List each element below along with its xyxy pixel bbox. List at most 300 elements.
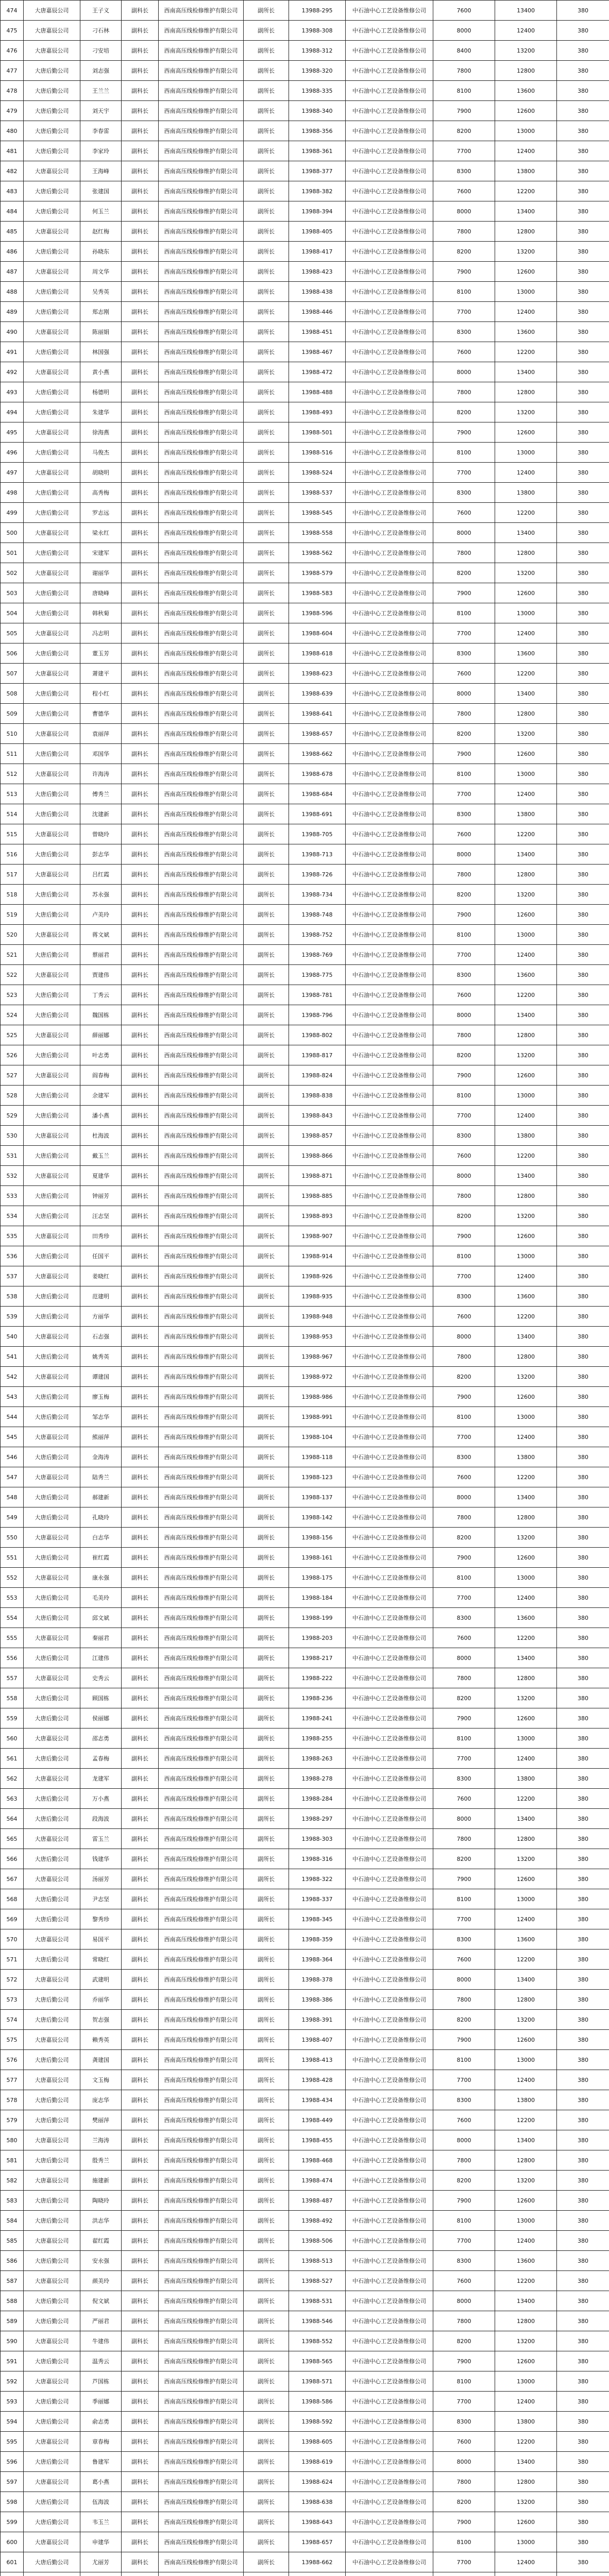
cell-organization: 中石油中心工艺设备维修公司 xyxy=(346,342,433,362)
cell-row-number: 520 xyxy=(1,925,24,945)
cell-title: 副所长 xyxy=(244,2191,289,2211)
cell-position: 副科长 xyxy=(122,2090,159,2110)
cell-position: 副科长 xyxy=(122,1427,159,1447)
cell-row-number: 593 xyxy=(1,2392,24,2412)
cell-amount-c: 380 xyxy=(557,1427,609,1447)
cell-organization: 中石油中心工艺设备维修公司 xyxy=(346,1146,433,1166)
cell-phone: 13988-501 xyxy=(289,422,346,443)
cell-amount-c: 380 xyxy=(557,2371,609,2392)
cell-position: 副科长 xyxy=(122,1467,159,1487)
cell-employer: 西南高压线检修维护有限公司 xyxy=(159,1708,244,1728)
cell-employer: 西南高压线检修维护有限公司 xyxy=(159,1246,244,1266)
cell-person-name: 赵红梅 xyxy=(80,222,122,242)
cell-employer: 西南高压线检修维护有限公司 xyxy=(159,2392,244,2412)
cell-amount-a: 8300 xyxy=(433,161,495,181)
cell-company: 大唐后勤公司 xyxy=(24,1648,80,1668)
cell-amount-b: 12200 xyxy=(495,181,557,201)
cell-position: 副科长 xyxy=(122,1367,159,1387)
cell-position: 副科长 xyxy=(122,2150,159,2171)
cell-position: 副科长 xyxy=(122,362,159,382)
cell-employer: 西南高压线检修维护有限公司 xyxy=(159,563,244,583)
cell-title: 副所长 xyxy=(244,1829,289,1849)
cell-amount-a: 7700 xyxy=(433,141,495,161)
cell-row-number: 551 xyxy=(1,1548,24,1568)
table-row xyxy=(1,1769,609,1789)
cell-amount-a: 7800 xyxy=(433,1990,495,2010)
cell-phone: 13988-662 xyxy=(289,744,346,764)
cell-amount-c: 380 xyxy=(557,1648,609,1668)
cell-amount-b: 13000 xyxy=(495,603,557,623)
table-row xyxy=(1,1286,609,1307)
cell-position: 副科长 xyxy=(122,2010,159,2030)
cell-amount-b: 13200 xyxy=(495,2171,557,2191)
cell-position: 副科长 xyxy=(122,1829,159,1849)
cell-row-number: 535 xyxy=(1,1226,24,1246)
cell-person-name: 严丽君 xyxy=(80,2311,122,2331)
cell-amount-a: 7800 xyxy=(433,2311,495,2331)
cell-position: 副科长 xyxy=(122,2351,159,2371)
cell-title: 副所长 xyxy=(244,2271,289,2291)
cell-amount-b: 12800 xyxy=(495,1507,557,1528)
cell-employer: 西南高压线检修维护有限公司 xyxy=(159,985,244,1005)
cell-phone: 13988-643 xyxy=(289,2512,346,2532)
cell-amount-a: 7900 xyxy=(433,262,495,282)
cell-person-name: 苏永强 xyxy=(80,885,122,905)
cell-amount-b: 12800 xyxy=(495,382,557,402)
cell-company: 大唐后勤公司 xyxy=(24,101,80,121)
cell-phone: 13988-752 xyxy=(289,925,346,945)
cell-person-name: 罗志远 xyxy=(80,503,122,523)
cell-row-number: 491 xyxy=(1,342,24,362)
cell-phone: 13988-537 xyxy=(289,483,346,503)
cell-position: 副科长 xyxy=(122,1387,159,1407)
cell-company: 大唐嘉辰公司 xyxy=(24,1668,80,1688)
cell-employer: 西南高压线检修维护有限公司 xyxy=(159,422,244,443)
cell-employer: 西南高压线检修维护有限公司 xyxy=(159,704,244,724)
cell-company: 大唐嘉辰公司 xyxy=(24,865,80,885)
cell-company: 大唐嘉辰公司 xyxy=(24,1970,80,1990)
cell-employer: 西南高压线检修维护有限公司 xyxy=(159,362,244,382)
cell-company: 大唐后勤公司 xyxy=(24,1688,80,1708)
table-row xyxy=(1,483,609,503)
cell-phone: 13988-619 xyxy=(289,2452,346,2472)
cell-person-name: 尹志坚 xyxy=(80,1889,122,1909)
cell-amount-a: 7700 xyxy=(433,2552,495,2572)
cell-company: 大唐后勤公司 xyxy=(24,1789,80,1809)
cell-organization: 中石油中心工艺设备维修公司 xyxy=(346,41,433,61)
cell-amount-c: 380 xyxy=(557,2392,609,2412)
cell-employer: 西南高压线检修维护有限公司 xyxy=(159,784,244,804)
cell-amount-b: 12800 xyxy=(495,1347,557,1367)
table-row xyxy=(1,362,609,382)
cell-person-name: 唐晓峰 xyxy=(80,583,122,603)
cell-amount-b: 12800 xyxy=(495,1990,557,2010)
cell-employer: 西南高压线检修维护有限公司 xyxy=(159,543,244,563)
cell-amount-a: 8000 xyxy=(433,523,495,543)
cell-company: 大唐嘉辰公司 xyxy=(24,1929,80,1950)
cell-phone: 13988-516 xyxy=(289,443,346,463)
cell-position: 副科长 xyxy=(122,1749,159,1769)
cell-organization: 中石油中心工艺设备维修公司 xyxy=(346,402,433,422)
cell-amount-a: 8100 xyxy=(433,925,495,945)
cell-amount-a: 7600 xyxy=(433,1467,495,1487)
cell-person-name: 曾晓玲 xyxy=(80,824,122,844)
cell-employer: 西南高压线检修维护有限公司 xyxy=(159,2251,244,2271)
cell-person-name: 葛小燕 xyxy=(80,2472,122,2492)
cell-phone: 13988-449 xyxy=(289,2110,346,2130)
cell-amount-c: 380 xyxy=(557,1849,609,1869)
cell-person-name: 康永强 xyxy=(80,1568,122,1588)
cell-phone: 13988-468 xyxy=(289,2150,346,2171)
table-row xyxy=(1,201,609,222)
cell-row-number: 595 xyxy=(1,2432,24,2452)
cell-amount-b: 12400 xyxy=(495,1266,557,1286)
table-row xyxy=(1,1186,609,1206)
cell-employer: 西南高压线检修维护有限公司 xyxy=(159,1186,244,1206)
cell-amount-b: 13200 xyxy=(495,1528,557,1548)
cell-amount-c: 380 xyxy=(557,925,609,945)
cell-title: 副所长 xyxy=(244,885,289,905)
cell-row-number: 598 xyxy=(1,2492,24,2512)
table-row xyxy=(1,81,609,101)
table-row xyxy=(1,1648,609,1668)
cell-amount-a: 8000 xyxy=(433,1809,495,1829)
cell-phone: 13988-423 xyxy=(289,262,346,282)
cell-amount-b: 12200 xyxy=(495,664,557,684)
cell-employer: 西南高压线检修维护有限公司 xyxy=(159,101,244,121)
table-row xyxy=(1,603,609,623)
cell-row-number: 550 xyxy=(1,1528,24,1548)
cell-row-number: 523 xyxy=(1,985,24,1005)
cell-phone: 13988-926 xyxy=(289,1266,346,1286)
cell-row-number: 497 xyxy=(1,463,24,483)
cell-amount-c: 380 xyxy=(557,2552,609,2572)
cell-title: 副所长 xyxy=(244,2351,289,2371)
cell-amount-c: 380 xyxy=(557,2110,609,2130)
cell-organization: 中石油中心工艺设备维修公司 xyxy=(346,322,433,342)
cell-amount-b: 13800 xyxy=(495,2412,557,2432)
cell-employer: 西南高压线检修维护有限公司 xyxy=(159,1568,244,1588)
cell-title: 副所长 xyxy=(244,222,289,242)
cell-amount-b: 13800 xyxy=(495,2090,557,2110)
cell-amount-c: 380 xyxy=(557,2150,609,2171)
cell-position: 副科长 xyxy=(122,101,159,121)
cell-amount-c: 380 xyxy=(557,1186,609,1206)
cell-amount-c: 380 xyxy=(557,1990,609,2010)
cell-employer: 西南高压线检修维护有限公司 xyxy=(159,1086,244,1106)
table-row xyxy=(1,1528,609,1548)
cell-organization: 中石油中心工艺设备维修公司 xyxy=(346,925,433,945)
cell-row-number: 600 xyxy=(1,2532,24,2552)
cell-position: 副科长 xyxy=(122,724,159,744)
cell-amount-b: 12600 xyxy=(495,1065,557,1086)
cell-employer: 西南高压线检修维护有限公司 xyxy=(159,1950,244,1970)
cell-row-number: 569 xyxy=(1,1909,24,1929)
cell-row-number: 531 xyxy=(1,1146,24,1166)
cell-person-name: 袁丽萍 xyxy=(80,724,122,744)
table-row xyxy=(1,1588,609,1608)
cell-amount-b: 12600 xyxy=(495,2512,557,2532)
cell-phone: 13988-907 xyxy=(289,1226,346,1246)
cell-company: 大唐后勤公司 xyxy=(24,382,80,402)
table-row xyxy=(1,643,609,664)
cell-amount-c: 380 xyxy=(557,41,609,61)
cell-person-name: 萧建平 xyxy=(80,664,122,684)
cell-employer: 西南高压线检修维护有限公司 xyxy=(159,1045,244,1065)
cell-amount-c: 380 xyxy=(557,965,609,985)
cell-title: 副所长 xyxy=(244,262,289,282)
cell-amount-c: 380 xyxy=(557,764,609,784)
cell-employer: 西南高压线检修维护有限公司 xyxy=(159,1829,244,1849)
cell-amount-b: 13200 xyxy=(495,1849,557,1869)
cell-amount-a: 8000 xyxy=(433,362,495,382)
cell-employer: 西南高压线检修维护有限公司 xyxy=(159,1889,244,1909)
cell-company: 大唐嘉辰公司 xyxy=(24,2472,80,2492)
cell-row-number: 532 xyxy=(1,1166,24,1186)
cell-position: 副科长 xyxy=(122,1045,159,1065)
cell-organization: 中石油中心工艺设备维修公司 xyxy=(346,1769,433,1789)
cell-phone: 13988-527 xyxy=(289,2271,346,2291)
cell-organization: 中石油中心工艺设备维修公司 xyxy=(346,945,433,965)
cell-employer: 西南高压线检修维护有限公司 xyxy=(159,2412,244,2432)
cell-amount-a: 8000 xyxy=(433,1005,495,1025)
cell-row-number: 482 xyxy=(1,161,24,181)
cell-amount-c: 380 xyxy=(557,603,609,623)
cell-amount-b: 13000 xyxy=(495,2371,557,2392)
cell-position: 副科长 xyxy=(122,463,159,483)
cell-employer: 西南高压线检修维护有限公司 xyxy=(159,1849,244,1869)
cell-amount-b: 13600 xyxy=(495,81,557,101)
cell-amount-a: 8300 xyxy=(433,1929,495,1950)
cell-title: 副所长 xyxy=(244,2472,289,2492)
cell-row-number: 510 xyxy=(1,724,24,744)
cell-employer: 西南高压线检修维护有限公司 xyxy=(159,503,244,523)
cell-title: 副所长 xyxy=(244,2452,289,2472)
cell-amount-c: 380 xyxy=(557,2492,609,2512)
cell-position: 副科长 xyxy=(122,1668,159,1688)
cell-position: 副科长 xyxy=(122,764,159,784)
cell-employer: 西南高压线检修维护有限公司 xyxy=(159,2291,244,2311)
cell-amount-b: 13400 xyxy=(495,201,557,222)
cell-phone: 13988-531 xyxy=(289,2291,346,2311)
cell-company: 大唐嘉辰公司 xyxy=(24,2030,80,2050)
cell-phone: 13988-255 xyxy=(289,1728,346,1749)
table-row xyxy=(1,1467,609,1487)
cell-person-name: 吴秀英 xyxy=(80,282,122,302)
cell-row-number: 563 xyxy=(1,1789,24,1809)
cell-organization: 中石油中心工艺设备维修公司 xyxy=(346,1246,433,1266)
cell-position: 副科长 xyxy=(122,1849,159,1869)
cell-phone: 13988-624 xyxy=(289,2472,346,2492)
cell-row-number: 514 xyxy=(1,804,24,824)
cell-amount-a: 8200 xyxy=(433,242,495,262)
cell-amount-c: 380 xyxy=(557,684,609,704)
cell-employer: 西南高压线检修维护有限公司 xyxy=(159,1869,244,1889)
cell-amount-a: 7800 xyxy=(433,543,495,563)
cell-title: 副所长 xyxy=(244,1588,289,1608)
cell-person-name: 刘志强 xyxy=(80,61,122,81)
cell-row-number: 527 xyxy=(1,1065,24,1086)
cell-row-number: 576 xyxy=(1,2050,24,2070)
cell-company: 大唐后勤公司 xyxy=(24,1548,80,1568)
cell-amount-b: 12600 xyxy=(495,1387,557,1407)
cell-person-name: 郝建新 xyxy=(80,1487,122,1507)
cell-person-name: 阎春梅 xyxy=(80,1065,122,1086)
cell-company: 大唐嘉辰公司 xyxy=(24,523,80,543)
cell-amount-b: 12200 xyxy=(495,1467,557,1487)
cell-person-name: 姚秀英 xyxy=(80,1347,122,1367)
cell-amount-a: 8100 xyxy=(433,1568,495,1588)
cell-organization: 中石油中心工艺设备维修公司 xyxy=(346,1427,433,1447)
cell-title: 副所长 xyxy=(244,2050,289,2070)
cell-person-name: 姜晓红 xyxy=(80,1266,122,1286)
cell-organization: 中石油中心工艺设备维修公司 xyxy=(346,81,433,101)
cell-organization: 中石油中心工艺设备维修公司 xyxy=(346,1106,433,1126)
cell-position: 副科长 xyxy=(122,1086,159,1106)
cell-title: 副所长 xyxy=(244,684,289,704)
cell-company: 大唐后勤公司 xyxy=(24,684,80,704)
cell-row-number: 498 xyxy=(1,483,24,503)
cell-employer: 西南高压线检修维护有限公司 xyxy=(159,1347,244,1367)
table-row xyxy=(1,2552,609,2572)
cell-amount-a: 8200 xyxy=(433,2010,495,2030)
cell-employer: 西南高压线检修维护有限公司 xyxy=(159,2432,244,2452)
cell-amount-b: 13600 xyxy=(495,322,557,342)
cell-amount-b: 12800 xyxy=(495,704,557,724)
cell-position: 副科长 xyxy=(122,1166,159,1186)
cell-row-number: 533 xyxy=(1,1186,24,1206)
cell-amount-a: 7800 xyxy=(433,2472,495,2492)
table-row xyxy=(1,1608,609,1628)
cell-amount-b: 12800 xyxy=(495,1668,557,1688)
table-row xyxy=(1,302,609,322)
table-row xyxy=(1,1889,609,1909)
cell-amount-c: 380 xyxy=(557,282,609,302)
table-row xyxy=(1,985,609,1005)
cell-row-number: 591 xyxy=(1,2351,24,2371)
cell-amount-c: 380 xyxy=(557,1086,609,1106)
cell-phone: 13988-545 xyxy=(289,503,346,523)
cell-company: 大唐后勤公司 xyxy=(24,2492,80,2512)
cell-position: 副科长 xyxy=(122,603,159,623)
cell-amount-a: 7600 xyxy=(433,985,495,1005)
cell-position: 副科长 xyxy=(122,121,159,141)
cell-employer: 西南高压线检修维护有限公司 xyxy=(159,2150,244,2171)
cell-employer: 西南高压线检修维护有限公司 xyxy=(159,1286,244,1307)
cell-position: 副科长 xyxy=(122,1106,159,1126)
cell-amount-b: 13400 xyxy=(495,362,557,382)
table-row xyxy=(1,2251,609,2271)
cell-row-number: 561 xyxy=(1,1749,24,1769)
cell-amount-a: 7600 xyxy=(433,1307,495,1327)
cell-phone: 13988-487 xyxy=(289,2191,346,2211)
table-row xyxy=(1,1447,609,1467)
cell-position: 副科长 xyxy=(122,282,159,302)
table-row xyxy=(1,41,609,61)
cell-person-name: 张建国 xyxy=(80,181,122,201)
cell-title: 副所长 xyxy=(244,1668,289,1688)
cell-organization: 中石油中心工艺设备维修公司 xyxy=(346,181,433,201)
cell-person-name: 倪文斌 xyxy=(80,2291,122,2311)
cell-row-number: 582 xyxy=(1,2171,24,2191)
cell-row-number xyxy=(1,2572,24,2576)
cell-organization: 中石油中心工艺设备维修公司 xyxy=(346,2110,433,2130)
cell-company: 大唐后勤公司 xyxy=(24,2512,80,2532)
cell-company: 大唐后勤公司 xyxy=(24,543,80,563)
cell-position: 副科长 xyxy=(122,704,159,724)
cell-amount-c: 380 xyxy=(557,422,609,443)
cell-person-name: 杨德明 xyxy=(80,382,122,402)
cell-row-number: 477 xyxy=(1,61,24,81)
cell-phone: 13988-308 xyxy=(289,21,346,41)
cell-amount-a: 8200 xyxy=(433,724,495,744)
cell-phone: 13988-434 xyxy=(289,2090,346,2110)
cell-amount-c: 380 xyxy=(557,2130,609,2150)
cell-title: 副所长 xyxy=(244,1869,289,1889)
cell-amount-a: 8000 xyxy=(433,2291,495,2311)
cell-amount-b: 12200 xyxy=(495,2110,557,2130)
cell-person-name: 曹德华 xyxy=(80,704,122,724)
cell-person-name: 郑志刚 xyxy=(80,302,122,322)
cell-employer: 西南高压线检修维护有限公司 xyxy=(159,282,244,302)
cell-amount-b: 13800 xyxy=(495,804,557,824)
cell-phone: 13988-428 xyxy=(289,2070,346,2090)
cell-amount-b: 13000 xyxy=(495,1086,557,1106)
table-row xyxy=(1,1246,609,1266)
cell-phone: 13988-748 xyxy=(289,905,346,925)
cell-person-name: 安永强 xyxy=(80,2251,122,2271)
cell-amount-c: 380 xyxy=(557,1909,609,1929)
cell-employer: 西南高压线检修维护有限公司 xyxy=(159,945,244,965)
cell-organization: 中石油中心工艺设备维修公司 xyxy=(346,664,433,684)
cell-amount-b: 13000 xyxy=(495,1568,557,1588)
table-row xyxy=(1,583,609,603)
cell-position: 副科长 xyxy=(122,1126,159,1146)
cell-amount-c: 380 xyxy=(557,1106,609,1126)
cell-amount-b: 13600 xyxy=(495,965,557,985)
table-row xyxy=(1,121,609,141)
cell-row-number: 529 xyxy=(1,1106,24,1126)
cell-person-name: 金海涛 xyxy=(80,1447,122,1467)
cell-title: 副所长 xyxy=(244,1970,289,1990)
cell-person-name: 鲁建军 xyxy=(80,2452,122,2472)
cell-organization: 中石油中心工艺设备维修公司 xyxy=(346,1970,433,1990)
cell-person-name: 邹志华 xyxy=(80,1407,122,1427)
cell-employer: 西南高压线检修维护有限公司 xyxy=(159,764,244,784)
cell-row-number: 530 xyxy=(1,1126,24,1146)
cell-phone: 13988-524 xyxy=(289,463,346,483)
cell-amount-a: 7700 xyxy=(433,784,495,804)
cell-amount-c: 380 xyxy=(557,704,609,724)
cell-row-number: 560 xyxy=(1,1728,24,1749)
cell-amount-a: 8000 xyxy=(433,21,495,41)
cell-phone: 13988-320 xyxy=(289,61,346,81)
cell-amount-a: 8200 xyxy=(433,1367,495,1387)
cell-amount-a: 7700 xyxy=(433,2070,495,2090)
cell-amount-c: 380 xyxy=(557,1307,609,1327)
cell-phone: 13988-565 xyxy=(289,2351,346,2371)
cell-title: 副所长 xyxy=(244,704,289,724)
cell-person-name: 孙晓东 xyxy=(80,242,122,262)
cell-row-number: 506 xyxy=(1,643,24,664)
cell-employer: 西南高压线检修维护有限公司 xyxy=(159,2171,244,2191)
cell-company: 大唐后勤公司 xyxy=(24,2291,80,2311)
cell-organization: 中石油中心工艺设备维修公司 xyxy=(346,2171,433,2191)
cell-person-name: 许海涛 xyxy=(80,764,122,784)
cell-person-name: 丁秀云 xyxy=(80,985,122,1005)
cell-organization: 中石油中心工艺设备维修公司 xyxy=(346,744,433,764)
cell-company: 大唐后勤公司 xyxy=(24,443,80,463)
